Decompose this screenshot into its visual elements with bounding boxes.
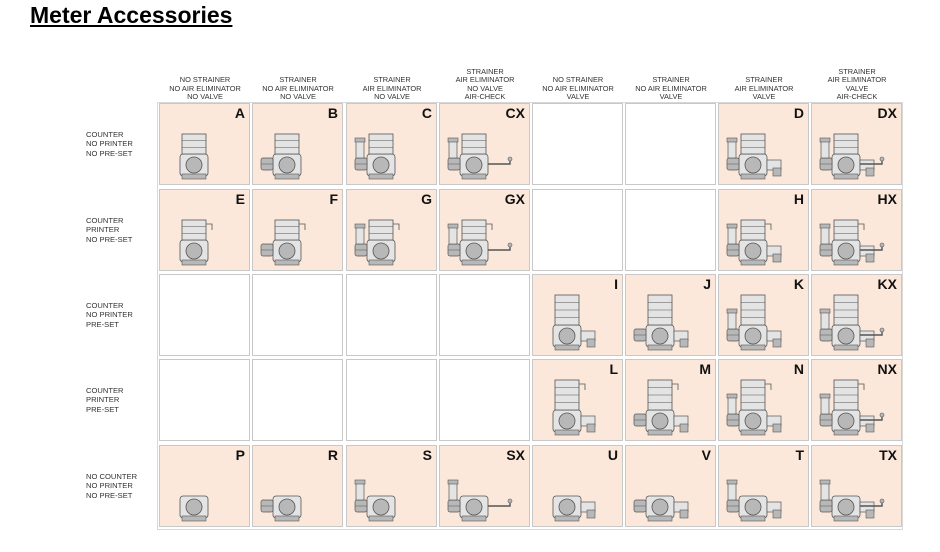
column-header-line: NO AIR ELIMINATOR bbox=[262, 83, 334, 93]
meter-diagram bbox=[816, 204, 896, 268]
accessory-cell bbox=[532, 359, 623, 441]
row-header-line: PRE-SET bbox=[86, 319, 119, 329]
empty-cell bbox=[439, 359, 530, 441]
column-header bbox=[346, 66, 438, 102]
column-header-line: VALVE bbox=[752, 92, 776, 102]
accessory-cell bbox=[718, 359, 809, 441]
column-header bbox=[718, 66, 810, 102]
meter-diagram bbox=[816, 460, 896, 524]
column-header-line: STRAINER bbox=[466, 66, 504, 76]
accessory-cell bbox=[532, 274, 623, 356]
meter-diagram bbox=[444, 460, 524, 524]
accessory-cell bbox=[252, 189, 343, 271]
column-header-line: STRAINER bbox=[838, 66, 876, 76]
accessory-cell bbox=[718, 189, 809, 271]
accessory-cell bbox=[625, 445, 716, 527]
row-header-line: NO PRE-SET bbox=[86, 234, 133, 244]
meter-diagram bbox=[630, 374, 710, 438]
column-header-line: STRAINER bbox=[745, 75, 783, 85]
column-header-line: VALVE bbox=[566, 92, 590, 102]
meter-diagram bbox=[816, 374, 896, 438]
accessory-code: M bbox=[699, 361, 711, 377]
accessory-cell bbox=[159, 445, 250, 527]
row-header-line: NO PRE-SET bbox=[86, 148, 133, 158]
empty-cell bbox=[252, 274, 343, 356]
row-header-line: COUNTER bbox=[86, 215, 124, 225]
accessory-cell bbox=[346, 445, 437, 527]
accessory-code: T bbox=[795, 447, 804, 463]
meter-diagram bbox=[816, 289, 896, 353]
accessory-code: GX bbox=[504, 191, 525, 207]
row-header-line: NO PRE-SET bbox=[86, 490, 133, 500]
accessory-code: V bbox=[701, 447, 711, 463]
accessory-code: S bbox=[422, 447, 432, 463]
accessory-code: NX bbox=[877, 361, 897, 377]
meter-diagram bbox=[630, 460, 710, 524]
column-header-line: NO AIR ELIMINATOR bbox=[169, 83, 241, 93]
empty-cell bbox=[532, 103, 623, 185]
accessory-code: SX bbox=[506, 447, 525, 463]
row-header-line: COUNTER bbox=[86, 129, 124, 139]
column-header-line: AIR ELIMINATOR bbox=[827, 75, 887, 85]
column-header-line: AIR ELIMINATOR bbox=[455, 75, 515, 85]
column-header-line: AIR ELIMINATOR bbox=[362, 83, 422, 93]
accessory-code: R bbox=[327, 447, 338, 463]
column-header-line: NO VALVE bbox=[467, 83, 503, 93]
accessory-code: CX bbox=[505, 105, 525, 121]
meter-diagram bbox=[351, 204, 431, 268]
column-header-line: NO AIR ELIMINATOR bbox=[542, 83, 614, 93]
accessory-cell bbox=[346, 189, 437, 271]
meter-diagram bbox=[537, 460, 617, 524]
meter-diagram bbox=[164, 204, 244, 268]
accessory-cell bbox=[532, 445, 623, 527]
empty-cell bbox=[532, 189, 623, 271]
empty-cell bbox=[159, 359, 250, 441]
accessory-code: F bbox=[329, 191, 338, 207]
accessory-cell bbox=[439, 445, 530, 527]
meter-diagram bbox=[537, 374, 617, 438]
column-header-line: NO STRAINER bbox=[552, 75, 604, 85]
empty-cell bbox=[252, 359, 343, 441]
row-header-line: PRE-SET bbox=[86, 404, 119, 414]
column-header-line: AIR ELIMINATOR bbox=[734, 83, 794, 93]
column-header bbox=[439, 66, 531, 102]
accessory-code: B bbox=[327, 105, 338, 121]
meter-diagram bbox=[630, 289, 710, 353]
row-header bbox=[86, 274, 158, 356]
meter-diagram bbox=[444, 204, 524, 268]
accessory-cell bbox=[811, 103, 902, 185]
accessory-cell bbox=[811, 445, 902, 527]
accessory-code: C bbox=[421, 105, 432, 121]
empty-cell bbox=[625, 189, 716, 271]
accessory-cell bbox=[811, 274, 902, 356]
column-header-line: STRAINER bbox=[652, 75, 690, 85]
row-header bbox=[86, 189, 158, 271]
row-header-line: NO PRINTER bbox=[86, 481, 133, 491]
accessory-code: G bbox=[421, 191, 432, 207]
accessory-cell bbox=[159, 103, 250, 185]
accessory-cell bbox=[718, 274, 809, 356]
row-header bbox=[86, 445, 158, 527]
meter-diagram bbox=[164, 118, 244, 182]
empty-cell bbox=[439, 274, 530, 356]
column-header-line: NO VALVE bbox=[374, 92, 410, 102]
accessory-cell bbox=[811, 359, 902, 441]
empty-cell bbox=[159, 274, 250, 356]
accessory-cell bbox=[718, 103, 809, 185]
accessory-code: K bbox=[793, 276, 804, 292]
accessory-cell bbox=[625, 359, 716, 441]
column-header bbox=[532, 66, 624, 102]
accessory-code: J bbox=[703, 276, 711, 292]
accessory-cell bbox=[811, 189, 902, 271]
accessory-code: I bbox=[614, 276, 618, 292]
column-header-line: AIR-CHECK bbox=[836, 92, 878, 102]
page-title: Meter Accessories bbox=[30, 2, 233, 28]
accessory-code: TX bbox=[879, 447, 897, 463]
column-header bbox=[811, 66, 903, 102]
meter-diagram bbox=[257, 118, 337, 182]
empty-cell bbox=[625, 103, 716, 185]
column-header-line: VALVE bbox=[659, 92, 683, 102]
accessory-cell bbox=[439, 189, 530, 271]
row-header-line: PRINTER bbox=[86, 395, 120, 405]
accessory-code: HX bbox=[877, 191, 897, 207]
accessory-code: P bbox=[235, 447, 245, 463]
accessory-cell bbox=[439, 103, 530, 185]
row-header-line: PRINTER bbox=[86, 225, 120, 235]
accessory-cell bbox=[159, 189, 250, 271]
meter-diagram bbox=[723, 118, 803, 182]
accessory-code: A bbox=[234, 105, 245, 121]
column-header-line: NO VALVE bbox=[187, 92, 223, 102]
accessory-code: H bbox=[793, 191, 804, 207]
accessory-code: L bbox=[609, 361, 618, 377]
meter-diagram bbox=[723, 374, 803, 438]
empty-cell bbox=[346, 274, 437, 356]
column-header bbox=[159, 66, 251, 102]
meter-diagram bbox=[816, 118, 896, 182]
meter-diagram bbox=[257, 460, 337, 524]
column-header-line: AIR-CHECK bbox=[464, 92, 506, 102]
column-header-line: NO VALVE bbox=[280, 92, 316, 102]
column-header-line: VALVE bbox=[845, 83, 869, 93]
accessory-cell bbox=[625, 274, 716, 356]
row-header-line: NO PRINTER bbox=[86, 310, 133, 320]
accessory-code: KX bbox=[877, 276, 897, 292]
row-header-line: COUNTER bbox=[86, 385, 124, 395]
meter-diagram bbox=[723, 460, 803, 524]
accessory-code: N bbox=[793, 361, 804, 377]
accessory-code: DX bbox=[877, 105, 897, 121]
accessory-cell bbox=[718, 445, 809, 527]
column-header bbox=[252, 66, 344, 102]
meter-diagram bbox=[723, 289, 803, 353]
column-header-line: STRAINER bbox=[373, 75, 411, 85]
meter-diagram bbox=[351, 460, 431, 524]
column-header-line: STRAINER bbox=[279, 75, 317, 85]
empty-cell bbox=[346, 359, 437, 441]
column-header-line: NO STRAINER bbox=[179, 75, 231, 85]
row-header bbox=[86, 359, 158, 441]
accessory-code: U bbox=[607, 447, 618, 463]
accessory-code: D bbox=[793, 105, 804, 121]
accessory-cell bbox=[252, 103, 343, 185]
accessory-code: E bbox=[235, 191, 245, 207]
row-header-line: COUNTER bbox=[86, 300, 124, 310]
meter-diagram bbox=[723, 204, 803, 268]
accessory-cell bbox=[346, 103, 437, 185]
accessory-cell bbox=[252, 445, 343, 527]
meter-diagram bbox=[351, 118, 431, 182]
meter-diagram bbox=[164, 460, 244, 524]
column-header-line: NO AIR ELIMINATOR bbox=[635, 83, 707, 93]
meter-diagram bbox=[444, 118, 524, 182]
meter-diagram bbox=[257, 204, 337, 268]
row-header-line: NO PRINTER bbox=[86, 139, 133, 149]
row-header bbox=[86, 103, 158, 185]
row-header-line: NO COUNTER bbox=[86, 471, 138, 481]
meter-diagram bbox=[537, 289, 617, 353]
column-header bbox=[625, 66, 717, 102]
